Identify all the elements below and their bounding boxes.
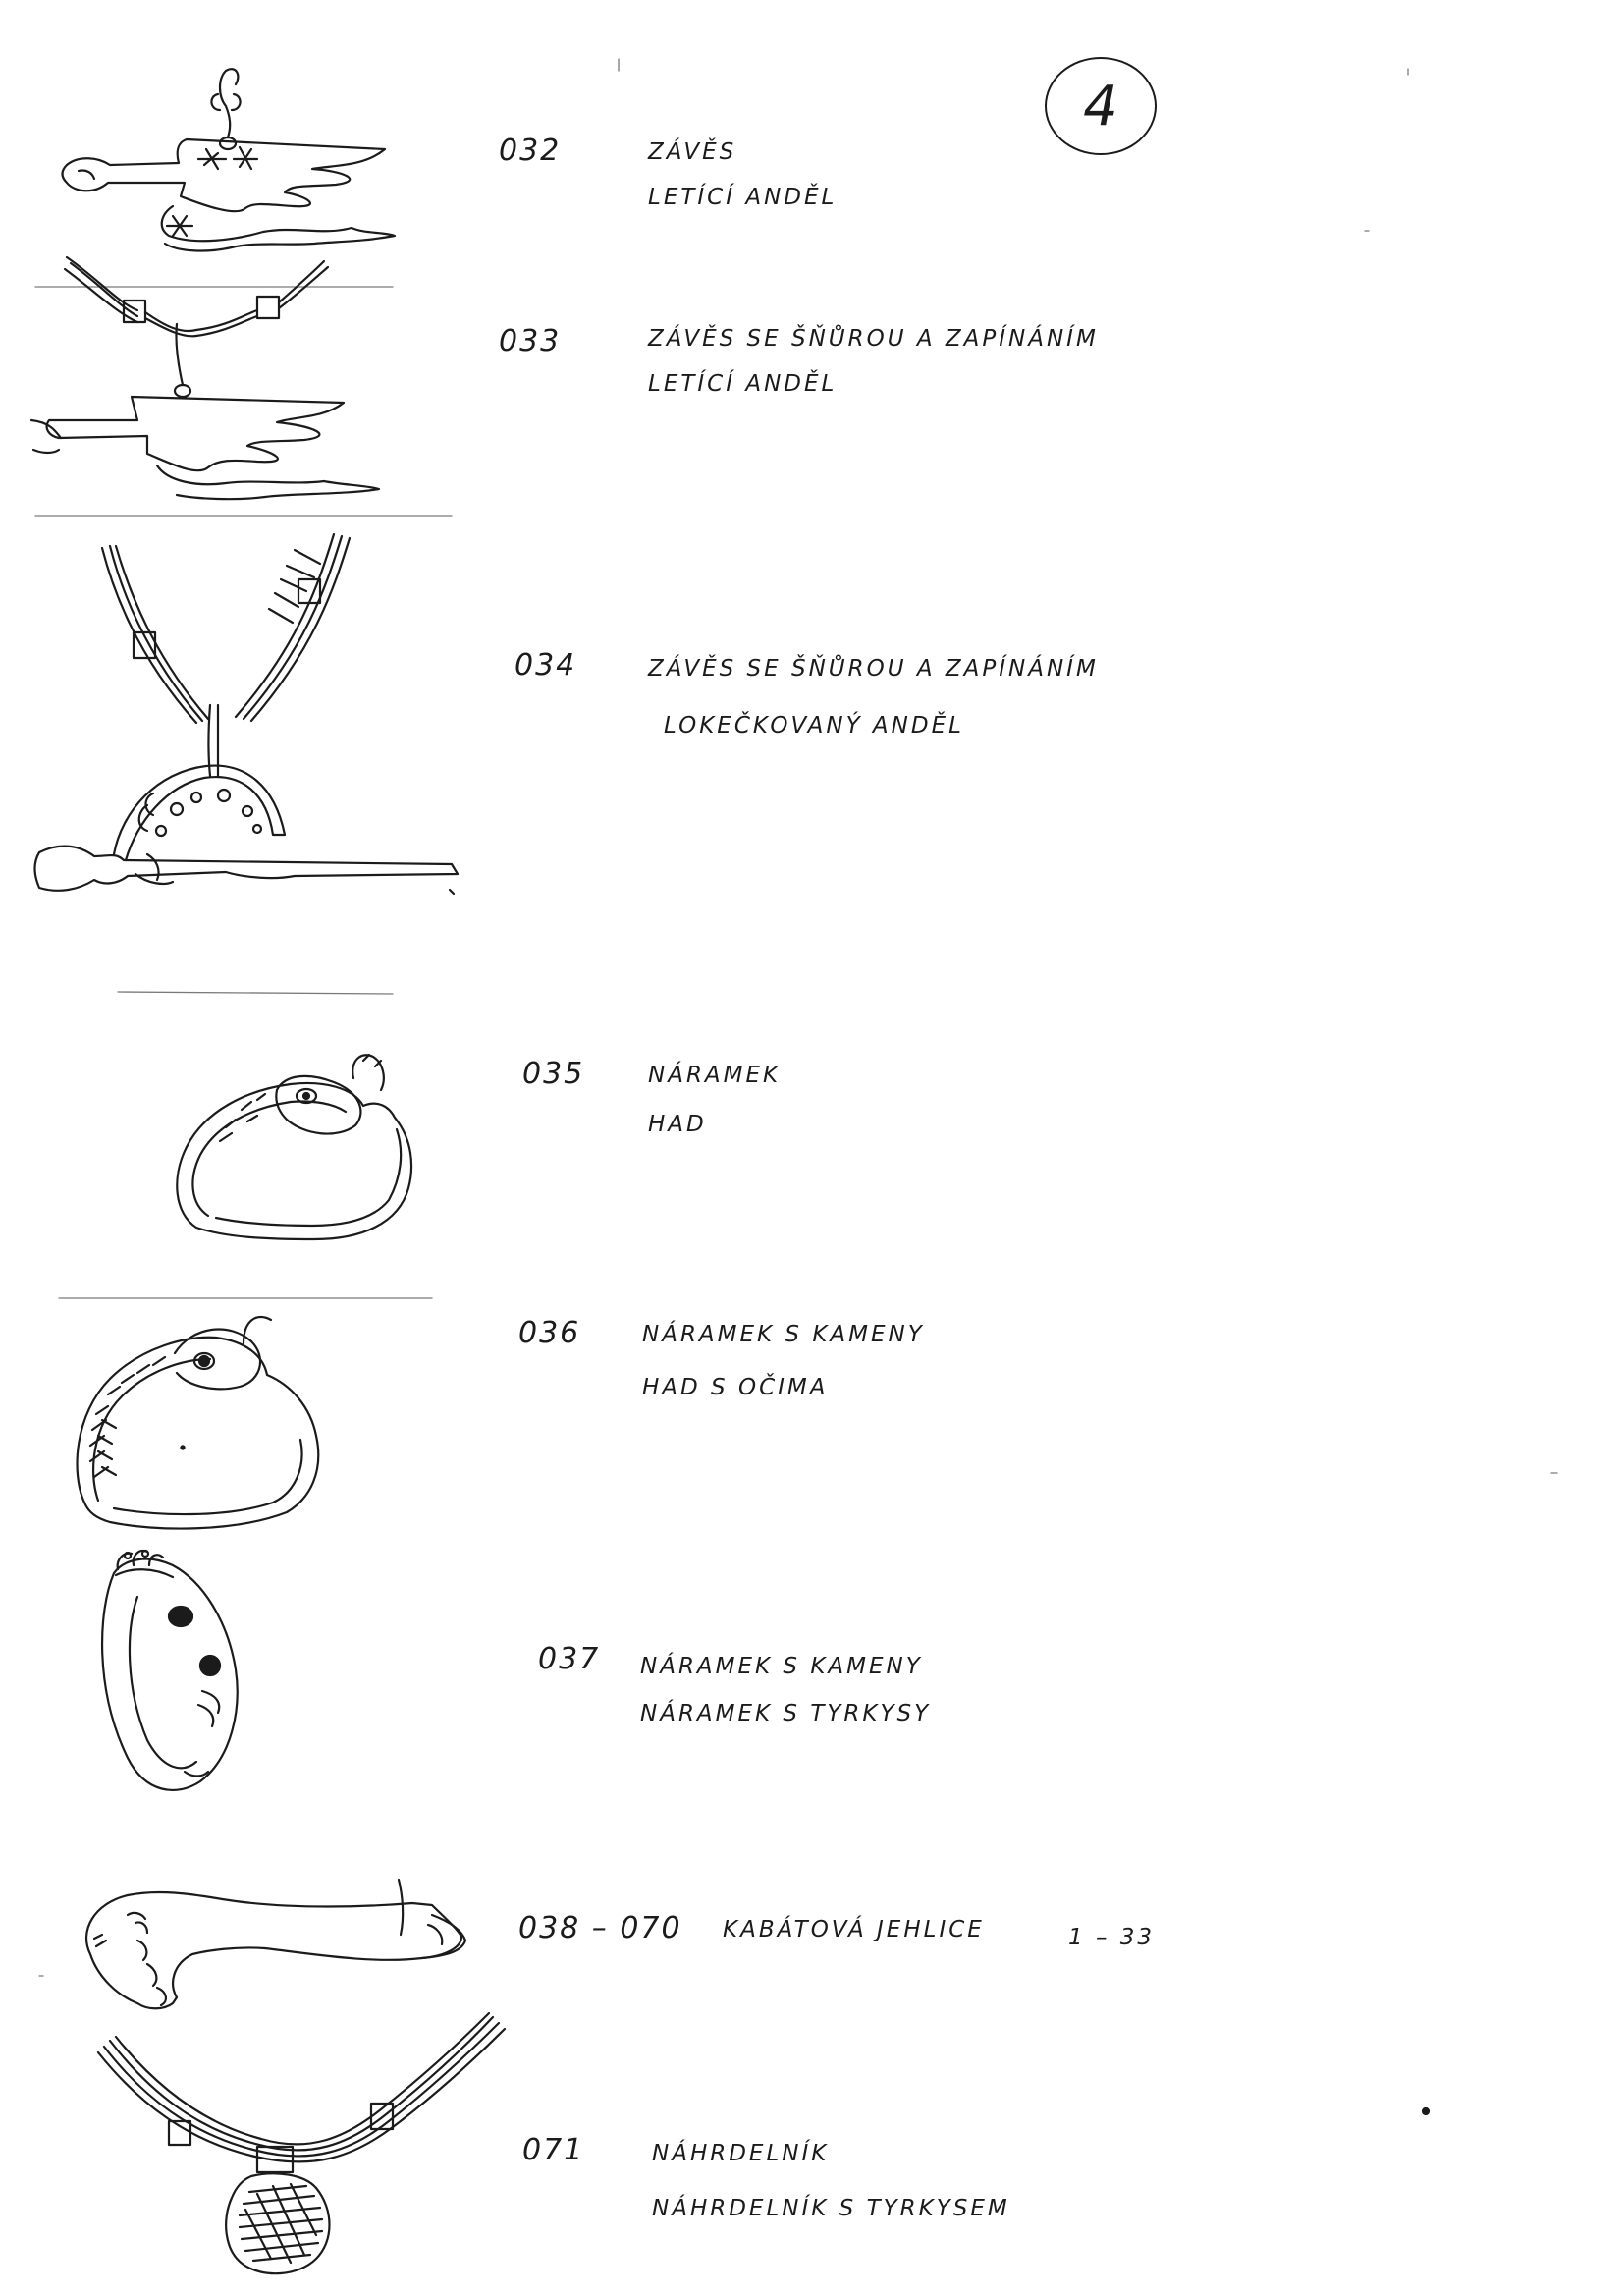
snake-bracelet-icon	[177, 1055, 411, 1239]
item-name: ZÁVĚS	[648, 139, 737, 165]
item-code: 036	[518, 1316, 581, 1350]
item-description: LETÍCÍ ANDĚL	[648, 371, 838, 397]
item-code: 038 – 070	[518, 1911, 682, 1945]
item-code: 032	[499, 134, 562, 168]
page-number: 4	[1045, 57, 1157, 155]
item-name: ZÁVĚS SE ŠŇŮROU A ZAPÍNÁNÍM	[648, 656, 1099, 682]
item-code: 034	[514, 648, 577, 683]
item-name: NÁHRDELNÍK	[652, 2141, 830, 2166]
flying-angel-pendant-icon	[63, 69, 396, 250]
item-code: 033	[499, 324, 562, 358]
item-code: 035	[522, 1057, 585, 1091]
bangle-with-stones-icon	[102, 1551, 238, 1790]
angel-pendant-on-cord-icon	[31, 257, 379, 499]
item-description: HAD	[648, 1112, 707, 1137]
item-description: NÁHRDELNÍK S TYRKYSEM	[652, 2196, 1010, 2221]
arched-angel-pendant-icon	[35, 534, 459, 894]
item-name: ZÁVĚS SE ŠŇŮROU A ZAPÍNÁNÍM	[648, 326, 1099, 352]
item-description: LOKEČKOVANÝ ANDĚL	[664, 713, 964, 738]
item-name: KABÁTOVÁ JEHLICE	[723, 1917, 985, 1942]
snake-bracelet-with-eyes-icon	[78, 1317, 319, 1529]
item-code: 071	[522, 2133, 585, 2167]
item-description: NÁRAMEK S TYRKYSY	[640, 1701, 932, 1726]
item-description: LETÍCÍ ANDĚL	[648, 185, 838, 210]
item-code: 037	[538, 1642, 601, 1676]
item-name: NÁRAMEK	[648, 1063, 782, 1088]
item-name: NÁRAMEK S KAMENY	[642, 1322, 925, 1347]
item-range: 1 – 33	[1068, 1925, 1156, 1950]
turquoise-necklace-icon	[98, 2013, 505, 2273]
item-name: NÁRAMEK S KAMENY	[640, 1654, 923, 1679]
coat-pin-icon	[86, 1880, 465, 2008]
item-description: HAD S OČIMA	[642, 1375, 829, 1400]
